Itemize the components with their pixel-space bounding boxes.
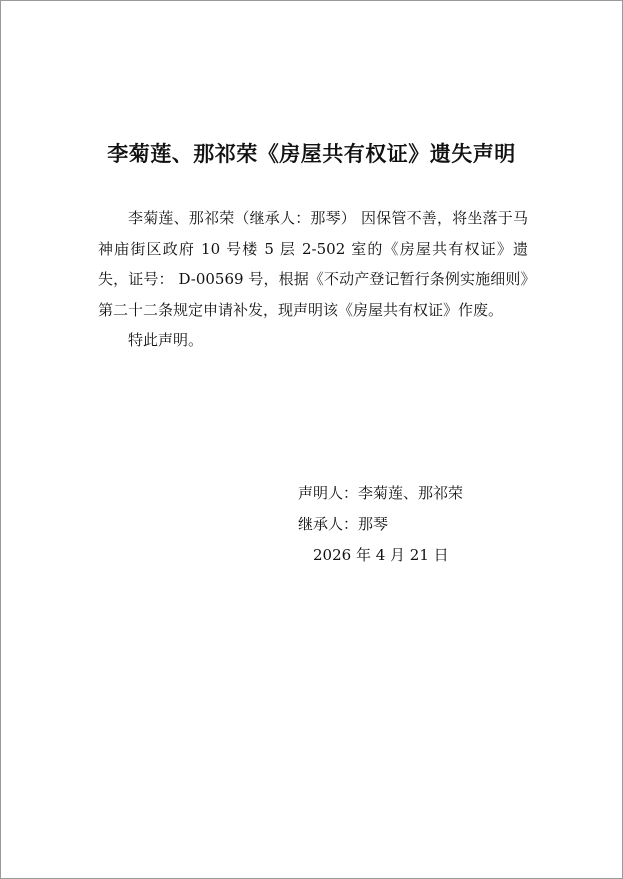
- heir-line: 继承人：那琴: [298, 515, 389, 533]
- signature-block: [298, 478, 463, 571]
- closing-statement: 特此声明。: [128, 331, 204, 349]
- body-paragraph: 李菊莲、那祁荣（继承人：那琴） 因保管不善，将坐落于马神庙街区政府 10 号楼 5 层 2-502 室的《房屋共有权证》遗失，证号： D-00569 号，根据《不动产登记暂行条例实施细则》第二十二条规定申请补发，现声明该《房屋共有权证》作废。: [98, 209, 528, 319]
- document-title: 李菊莲、那祁荣《房屋共有权证》遗失声明: [107, 141, 516, 166]
- date-line: 2026 年 4 月 21 日: [313, 546, 449, 564]
- document-body: [98, 203, 528, 356]
- declarant-line: 声明人：李菊莲、那祁荣: [298, 484, 464, 502]
